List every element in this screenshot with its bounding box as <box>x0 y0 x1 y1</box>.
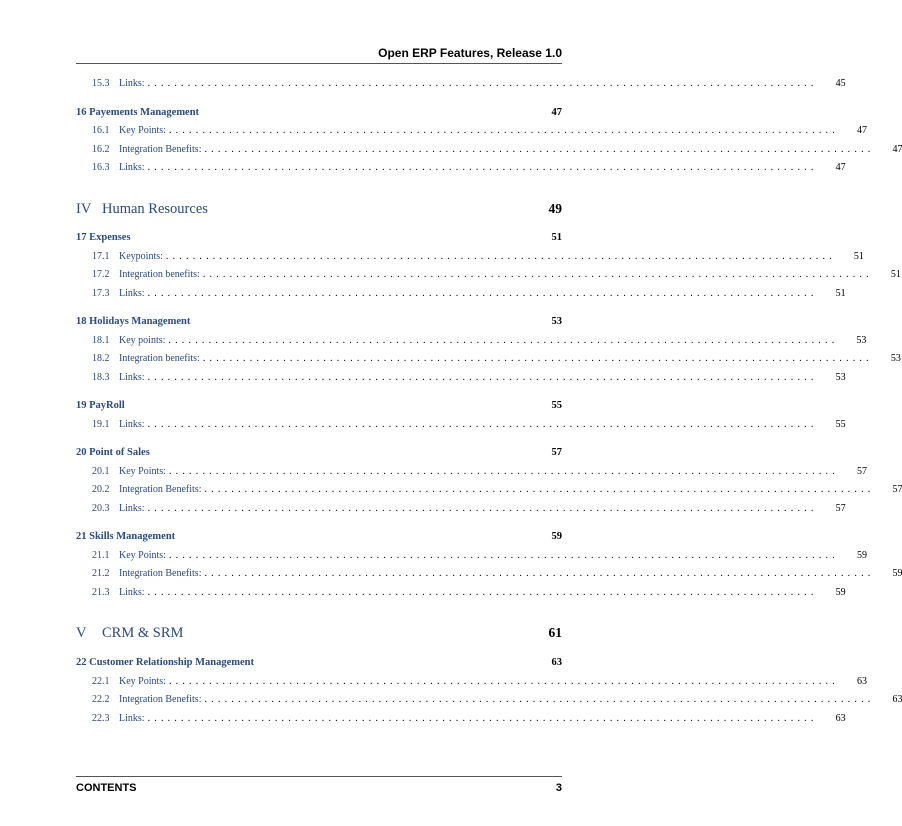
toc-entry-page: 63 <box>856 676 867 687</box>
toc-entry-page: 51 <box>835 288 846 299</box>
toc-entry-22-1[interactable] <box>76 676 867 690</box>
toc-entry-number: 16.1 <box>92 125 110 136</box>
toc-entry-21-2[interactable] <box>76 568 902 582</box>
toc-chapter-page: 59 <box>551 531 562 542</box>
toc-entry-16-2[interactable] <box>76 144 902 158</box>
toc-entry-label[interactable]: Keypoints: <box>119 251 163 262</box>
toc-entry-22-3[interactable] <box>76 713 846 727</box>
dot-leader: .................................................................................................... <box>168 335 839 346</box>
toc-entry-number: 22.1 <box>92 676 110 687</box>
toc-entry-label[interactable]: Key Points: <box>119 125 166 136</box>
toc-chapter-title[interactable]: 18 Holidays Management <box>76 316 191 327</box>
toc-entry-page: 53 <box>890 353 901 364</box>
toc-entry-15-3[interactable] <box>76 78 846 92</box>
toc-entry-label[interactable]: Links: <box>119 503 145 514</box>
dot-leader: .................................................................................................... <box>168 676 839 687</box>
toc-entry-number: 18.3 <box>92 372 110 383</box>
toc-entry-page: 57 <box>856 466 867 477</box>
toc-entry-number: 15.3 <box>92 78 110 89</box>
toc-chapter-title[interactable]: 22 Customer Relationship Management <box>76 657 255 668</box>
toc-entry-page: 47 <box>892 144 902 155</box>
toc-entry-number: 19.1 <box>92 419 110 430</box>
toc-entry-20-1[interactable] <box>76 466 867 480</box>
toc-entry-16-3[interactable] <box>76 162 846 176</box>
toc-chapter-page: 55 <box>551 400 562 411</box>
toc-entry-label[interactable]: Key Points: <box>119 550 166 561</box>
toc-entry-20-2[interactable] <box>76 484 902 498</box>
toc-chapter-title[interactable]: 21 Skills Management <box>76 531 176 542</box>
header-rule <box>76 63 562 64</box>
dot-leader: .................................................................................................... <box>147 713 818 724</box>
toc-chapter-page: 47 <box>551 107 562 118</box>
dot-leader: .................................................................................................... <box>168 550 839 561</box>
toc-part-number: IV <box>76 201 92 217</box>
toc-entry-label[interactable]: Key Points: <box>119 466 166 477</box>
toc-entry-label[interactable]: Integration benefits: <box>119 269 200 280</box>
toc-chapter-title[interactable]: 20 Point of Sales <box>76 447 150 458</box>
toc-entry-page: 47 <box>835 162 846 173</box>
toc-entry-label[interactable]: Integration Benefits: <box>119 568 202 579</box>
toc-chapter-18[interactable] <box>76 316 562 330</box>
toc-chapter-16[interactable] <box>76 107 562 121</box>
dot-leader: .................................................................................................... <box>202 269 873 280</box>
toc-entry-page: 55 <box>835 419 846 430</box>
toc-entry-page: 57 <box>892 484 902 495</box>
toc-chapter-page: 57 <box>551 447 562 458</box>
toc-entry-number: 21.3 <box>92 587 110 598</box>
toc-entry-number: 20.2 <box>92 484 110 495</box>
toc-entry-number: 17.3 <box>92 288 110 299</box>
toc-entry-number: 18.2 <box>92 353 110 364</box>
toc-part-title[interactable]: Human Resources <box>102 201 208 217</box>
dot-leader: .................................................................................................... <box>204 568 875 579</box>
toc-entry-label[interactable]: Links: <box>119 288 145 299</box>
toc-entry-21-1[interactable] <box>76 550 867 564</box>
toc-chapter-19[interactable] <box>76 400 562 414</box>
toc-entry-number: 21.2 <box>92 568 110 579</box>
toc-entry-page: 59 <box>856 550 867 561</box>
dot-leader: .................................................................................................... <box>168 125 839 136</box>
toc-entry-label[interactable]: Key points: <box>119 335 166 346</box>
toc-entry-label[interactable]: Integration Benefits: <box>119 144 202 155</box>
toc-entry-label[interactable]: Key Points: <box>119 676 166 687</box>
toc-part-title[interactable]: CRM & SRM <box>102 625 184 641</box>
toc-entry-number: 22.3 <box>92 713 110 724</box>
toc-chapter-page: 53 <box>551 316 562 327</box>
toc-entry-number: 18.1 <box>92 335 110 346</box>
footer-page-number: 3 <box>555 782 562 794</box>
toc-entry-label[interactable]: Links: <box>119 713 145 724</box>
dot-leader: .................................................................................................... <box>202 353 873 364</box>
toc-part-v[interactable] <box>76 625 562 645</box>
toc-chapter-page: 63 <box>551 657 562 668</box>
toc-entry-number: 20.1 <box>92 466 110 477</box>
footer-section-label: CONTENTS <box>76 782 137 794</box>
dot-leader: .................................................................................................... <box>147 587 818 598</box>
toc-entry-label[interactable]: Links: <box>119 78 145 89</box>
toc-entry-label[interactable]: Integration Benefits: <box>119 694 202 705</box>
dot-leader: .................................................................................................... <box>147 503 818 514</box>
dot-leader: .................................................................................................... <box>204 694 875 705</box>
toc-entry-label[interactable]: Links: <box>119 587 145 598</box>
toc-chapter-22[interactable] <box>76 657 562 671</box>
toc-chapter-21[interactable] <box>76 531 562 545</box>
toc-part-iv[interactable] <box>76 201 562 221</box>
toc-entry-page: 51 <box>890 269 901 280</box>
toc-entry-label[interactable]: Integration Benefits: <box>119 484 202 495</box>
toc-entry-page: 63 <box>835 713 846 724</box>
toc-entry-number: 16.2 <box>92 144 110 155</box>
toc-entry-number: 17.2 <box>92 269 110 280</box>
toc-entry-18-1[interactable] <box>76 335 867 349</box>
toc-entry-number: 22.2 <box>92 694 110 705</box>
toc-entry-17-2[interactable] <box>76 269 901 283</box>
toc-entry-17-3[interactable] <box>76 288 846 302</box>
toc-entry-16-1[interactable] <box>76 125 867 139</box>
toc-part-number: V <box>76 625 87 641</box>
toc-entry-number: 21.1 <box>92 550 110 561</box>
toc-entry-page: 59 <box>835 587 846 598</box>
toc-entry-page: 63 <box>892 694 902 705</box>
toc-entry-page: 51 <box>853 251 864 262</box>
footer-rule <box>76 776 562 777</box>
toc-entry-page: 45 <box>835 78 846 89</box>
toc-entry-22-2[interactable] <box>76 694 902 708</box>
toc-entry-number: 16.3 <box>92 162 110 173</box>
toc-entry-19-1[interactable] <box>76 419 846 433</box>
toc-entry-page: 53 <box>835 372 846 383</box>
toc-entry-label[interactable]: Links: <box>119 372 145 383</box>
toc-chapter-17[interactable] <box>76 232 562 246</box>
dot-leader: .................................................................................................... <box>165 251 836 262</box>
toc-entry-20-3[interactable] <box>76 503 846 517</box>
toc-chapter-page: 51 <box>551 232 562 243</box>
running-header-title: Open ERP Features, Release 1.0 <box>378 46 562 60</box>
dot-leader: .................................................................................................... <box>147 372 818 383</box>
toc-entry-page: 53 <box>856 335 867 346</box>
dot-leader: .................................................................................................... <box>147 162 818 173</box>
toc-entry-17-1[interactable] <box>76 251 864 265</box>
dot-leader: .................................................................................................... <box>168 466 839 477</box>
dot-leader: .................................................................................................... <box>204 144 875 155</box>
toc-entry-label[interactable]: Integration benefits: <box>119 353 200 364</box>
toc-entry-21-3[interactable] <box>76 587 846 601</box>
toc-part-page: 61 <box>548 625 562 640</box>
toc-entry-18-3[interactable] <box>76 372 846 386</box>
toc-chapter-20[interactable] <box>76 447 562 461</box>
toc-chapter-title[interactable]: 19 PayRoll <box>76 400 125 411</box>
toc-entry-page: 59 <box>892 568 902 579</box>
dot-leader: .................................................................................................... <box>204 484 875 495</box>
toc-entry-number: 17.1 <box>92 251 110 262</box>
dot-leader: .................................................................................................... <box>147 419 818 430</box>
toc-entry-18-2[interactable] <box>76 353 901 367</box>
dot-leader: .................................................................................................... <box>147 78 818 89</box>
toc-entry-number: 20.3 <box>92 503 110 514</box>
toc-entry-label[interactable]: Links: <box>119 419 145 430</box>
toc-chapter-title[interactable]: 17 Expenses <box>76 232 131 243</box>
toc-entry-page: 57 <box>835 503 846 514</box>
toc-entry-page: 47 <box>856 125 867 136</box>
toc-part-page: 49 <box>548 201 562 216</box>
toc-entry-label[interactable]: Links: <box>119 162 145 173</box>
dot-leader: .................................................................................................... <box>147 288 818 299</box>
toc-chapter-title[interactable]: 16 Payements Management <box>76 107 200 118</box>
